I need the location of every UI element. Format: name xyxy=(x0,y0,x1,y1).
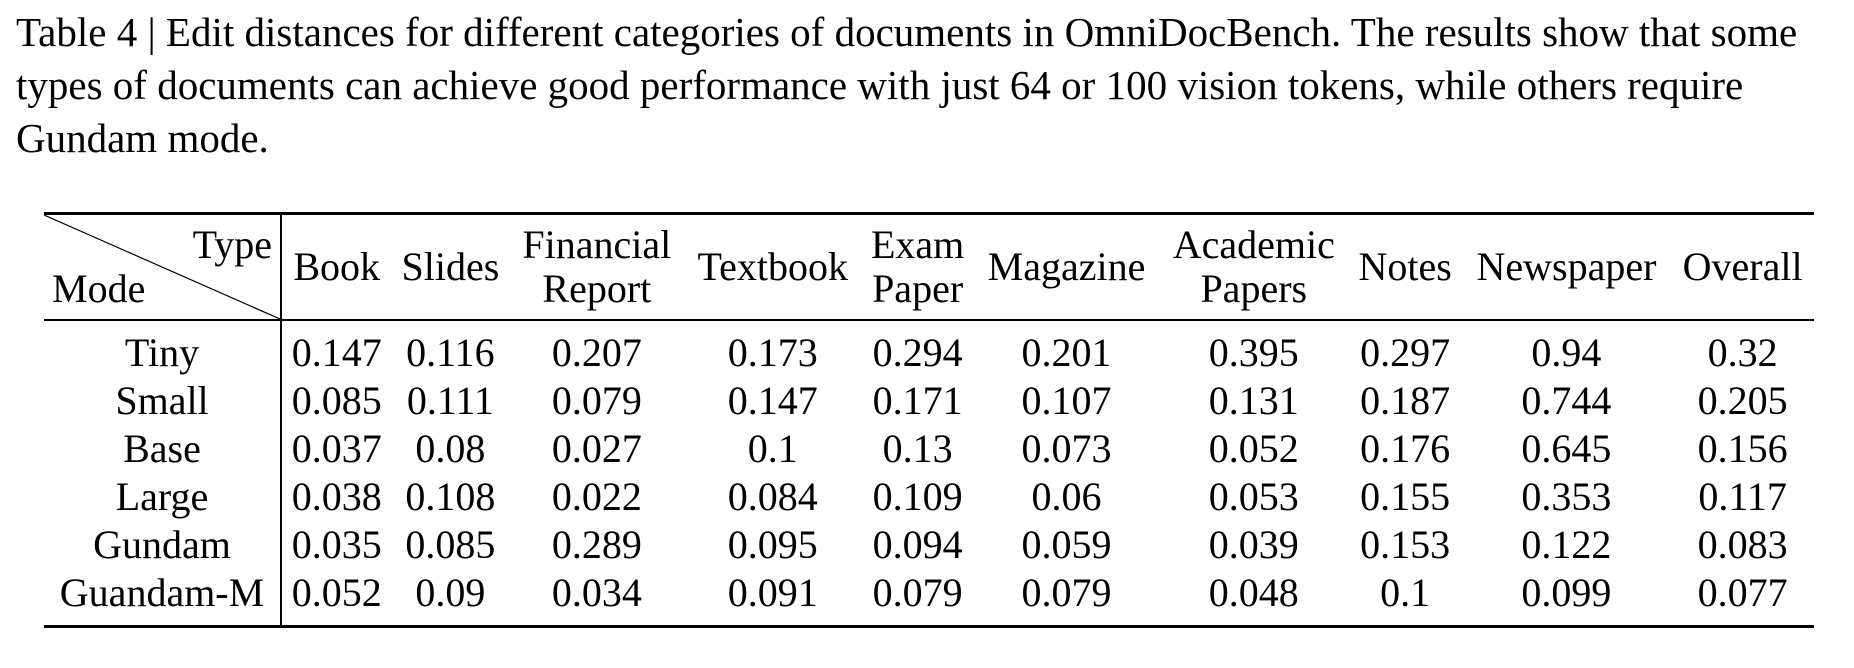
cell-overall: 0.156 xyxy=(1697,426,1788,471)
cell-textbook: 0.147 xyxy=(727,378,818,423)
cell-magazine: 0.107 xyxy=(1021,378,1112,423)
cell-book: 0.035 xyxy=(291,522,382,567)
col-header-notes: Notes xyxy=(1358,244,1452,289)
cell-newspaper: 0.94 xyxy=(1531,330,1602,375)
cell-magazine: 0.079 xyxy=(1021,570,1112,615)
cell-exam-paper: 0.171 xyxy=(872,378,963,423)
cell-book: 0.052 xyxy=(291,570,382,615)
col-header-book: Book xyxy=(293,244,381,289)
col-header-overall: Overall xyxy=(1682,244,1803,289)
results-table-container xyxy=(44,212,1814,628)
cell-overall: 0.117 xyxy=(1698,474,1787,519)
table-caption: Table 4 | Edit distances for different categories of documents in OmniDocBench. The results show that some types of documents can achieve good performance with just 64 or 100 vision tokens, while others require Gundam mode. xyxy=(16,9,1798,161)
table-row xyxy=(44,521,1814,569)
cell-notes: 0.153 xyxy=(1360,522,1451,567)
cell-overall: 0.083 xyxy=(1697,522,1788,567)
cell-financial-report: 0.207 xyxy=(551,330,642,375)
cell-textbook: 0.084 xyxy=(727,474,818,519)
col-header-magazine: Magazine xyxy=(987,244,1146,289)
cell-book: 0.038 xyxy=(291,474,382,519)
cell-overall: 0.077 xyxy=(1697,570,1788,615)
cell-magazine: 0.06 xyxy=(1031,474,1102,519)
col-header-academic-papers: Academic Papers xyxy=(1172,222,1335,311)
table-row xyxy=(44,569,1814,627)
cell-overall: 0.205 xyxy=(1697,378,1788,423)
row-mode-label: Base xyxy=(44,425,281,473)
cell-exam-paper: 0.13 xyxy=(882,426,953,471)
cell-slides: 0.08 xyxy=(415,426,486,471)
cell-financial-report: 0.034 xyxy=(551,570,642,615)
cell-financial-report: 0.079 xyxy=(551,378,642,423)
cell-newspaper: 0.645 xyxy=(1521,426,1612,471)
col-header-newspaper: Newspaper xyxy=(1476,244,1657,289)
cell-exam-paper: 0.079 xyxy=(872,570,963,615)
cell-book: 0.085 xyxy=(291,378,382,423)
col-header-slides: Slides xyxy=(401,244,500,289)
cell-newspaper: 0.744 xyxy=(1521,378,1612,423)
row-mode-label: Small xyxy=(44,377,281,425)
row-mode-label: Gundam xyxy=(44,521,281,569)
cell-slides: 0.085 xyxy=(405,522,496,567)
cell-slides: 0.111 xyxy=(406,378,494,423)
diagonal-corner-header xyxy=(44,214,281,321)
cell-book: 0.147 xyxy=(291,330,382,375)
cell-magazine: 0.073 xyxy=(1021,426,1112,471)
table-header-row xyxy=(44,214,1814,321)
row-mode-label: Large xyxy=(44,473,281,521)
cell-academic-papers: 0.395 xyxy=(1208,330,1299,375)
cell-slides: 0.116 xyxy=(406,330,495,375)
cell-notes: 0.1 xyxy=(1380,570,1431,615)
table-body xyxy=(44,320,1814,627)
cell-academic-papers: 0.039 xyxy=(1208,522,1299,567)
cell-academic-papers: 0.131 xyxy=(1208,378,1299,423)
cell-slides: 0.108 xyxy=(405,474,496,519)
cell-newspaper: 0.122 xyxy=(1521,522,1612,567)
cell-book: 0.037 xyxy=(291,426,382,471)
cell-notes: 0.176 xyxy=(1360,426,1451,471)
cell-newspaper: 0.099 xyxy=(1521,570,1612,615)
cell-exam-paper: 0.109 xyxy=(872,474,963,519)
corner-type-label: Type xyxy=(192,222,272,267)
cell-notes: 0.297 xyxy=(1360,330,1451,375)
cell-magazine: 0.201 xyxy=(1021,330,1112,375)
cell-exam-paper: 0.094 xyxy=(872,522,963,567)
cell-financial-report: 0.289 xyxy=(551,522,642,567)
edit-distance-table xyxy=(44,212,1814,628)
cell-textbook: 0.1 xyxy=(747,426,798,471)
cell-textbook: 0.091 xyxy=(727,570,818,615)
cell-newspaper: 0.353 xyxy=(1521,474,1612,519)
table-row xyxy=(44,473,1814,521)
cell-magazine: 0.059 xyxy=(1021,522,1112,567)
col-header-textbook: Textbook xyxy=(697,244,848,289)
cell-academic-papers: 0.053 xyxy=(1208,474,1299,519)
table-row xyxy=(44,377,1814,425)
row-mode-label: Guandam-M xyxy=(44,569,281,627)
table-row xyxy=(44,320,1814,377)
row-mode-label: Tiny xyxy=(44,320,281,377)
cell-academic-papers: 0.052 xyxy=(1208,426,1299,471)
cell-slides: 0.09 xyxy=(415,570,486,615)
cell-overall: 0.32 xyxy=(1707,330,1778,375)
cell-exam-paper: 0.294 xyxy=(872,330,963,375)
cell-academic-papers: 0.048 xyxy=(1208,570,1299,615)
col-header-exam-paper: Exam Paper xyxy=(870,222,965,311)
cell-notes: 0.187 xyxy=(1360,378,1451,423)
cell-financial-report: 0.027 xyxy=(551,426,642,471)
corner-mode-label: Mode xyxy=(52,266,146,311)
cell-notes: 0.155 xyxy=(1360,474,1451,519)
col-header-financial-report: Financial Report xyxy=(522,222,672,311)
cell-textbook: 0.095 xyxy=(727,522,818,567)
table-row xyxy=(44,425,1814,473)
cell-textbook: 0.173 xyxy=(727,330,818,375)
cell-financial-report: 0.022 xyxy=(551,474,642,519)
